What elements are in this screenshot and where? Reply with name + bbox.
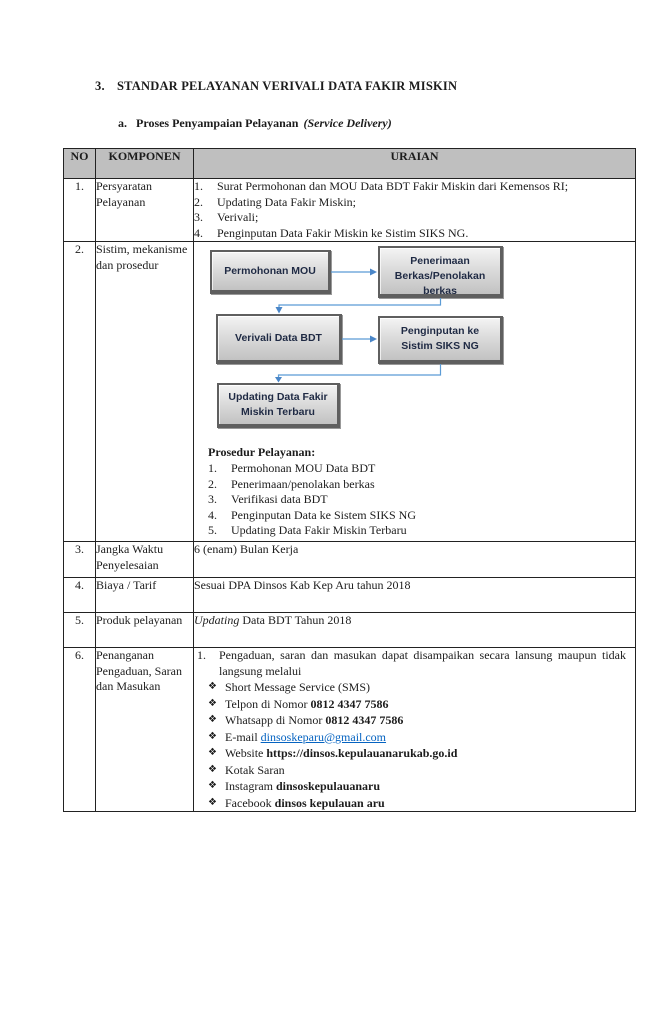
list-item bbox=[208, 508, 635, 524]
page-title bbox=[95, 79, 457, 94]
channel-text: E-mail bbox=[225, 729, 261, 744]
item-number: 2. bbox=[194, 194, 203, 209]
table-row-pengaduan bbox=[64, 648, 636, 812]
item-text: Surat Permohonan dan MOU Data BDT Fakir Miskin dari Kemensos RI; bbox=[217, 179, 569, 193]
diamond-bullet-icon: ❖ bbox=[208, 730, 217, 742]
table-row-mekanisme bbox=[64, 242, 636, 542]
list-item bbox=[194, 210, 635, 226]
item-text: Verifikasi data BDT bbox=[231, 492, 328, 506]
channel-text: Kotak Saran bbox=[225, 762, 285, 777]
row1-komponen: Persyaratan Pelayanan bbox=[96, 179, 194, 242]
instagram-handle: dinsoskepulauanaru bbox=[275, 779, 381, 793]
arrow-elbow-icon bbox=[279, 364, 441, 377]
item-number: 1. bbox=[194, 179, 203, 193]
row3-komponen: Jangka Waktu Penyelesaian bbox=[96, 542, 194, 578]
list-item bbox=[194, 195, 635, 211]
diamond-bullet-icon: ❖ bbox=[208, 796, 217, 808]
item-text: Permohonan MOU Data BDT bbox=[231, 461, 376, 475]
flow-box-label: Penerimaan bbox=[410, 255, 470, 267]
channel-instagram bbox=[194, 778, 628, 795]
channel-text: Website bbox=[225, 746, 267, 760]
procedure-flowchart bbox=[208, 246, 653, 434]
produk-rest: Data BDT Tahun 2018 bbox=[239, 613, 352, 627]
header-uraian: URAIAN bbox=[194, 149, 636, 179]
item-number: 4. bbox=[208, 507, 217, 522]
phone-number: 0812 4347 7586 bbox=[325, 713, 404, 727]
arrowhead-icon bbox=[276, 307, 283, 314]
diamond-bullet-icon: ❖ bbox=[208, 714, 217, 725]
facebook-handle: dinsos kepulauan aru bbox=[274, 795, 385, 810]
list-item bbox=[208, 492, 635, 508]
flow-box-verivali-data bbox=[216, 314, 342, 364]
row1-no: 1. bbox=[64, 179, 96, 242]
flow-box-penerimaan-berkas bbox=[378, 246, 503, 298]
item-text: Penginputan Data Fakir Miskin ke Sistim SIKS NG. bbox=[217, 225, 469, 240]
table-row-produk bbox=[64, 613, 636, 648]
item-text: Penerimaan/penolakan berkas bbox=[231, 476, 375, 491]
flow-box-penginputan-siks bbox=[378, 316, 503, 364]
list-item bbox=[194, 226, 635, 242]
channel-kotak-saran bbox=[194, 762, 628, 779]
row2-komponen: Sistim, mekanisme dan prosedur bbox=[96, 242, 194, 542]
channel-text: Facebook bbox=[225, 795, 275, 810]
channel-sms bbox=[194, 679, 628, 696]
flow-box-updating-data bbox=[217, 383, 340, 428]
prosedur-heading: Prosedur Pelayanan: bbox=[208, 445, 316, 459]
item-text: Penginputan Data ke Sistem SIKS NG bbox=[231, 507, 416, 522]
item-number: 2. bbox=[208, 476, 217, 491]
item-text: Verivali; bbox=[217, 210, 259, 224]
flow-box-label: Berkas/Penolakan bbox=[394, 270, 486, 282]
pengaduan-intro bbox=[194, 648, 628, 679]
item-number: 1. bbox=[197, 648, 206, 662]
header-no: NO bbox=[64, 149, 96, 179]
item-text: Updating Data Fakir Miskin; bbox=[217, 194, 356, 209]
row5-komponen: Produk pelayanan bbox=[96, 613, 194, 648]
title-text: STANDAR PELAYANAN VERIVALI DATA FAKIR MISKIN bbox=[117, 79, 458, 93]
service-standard-table bbox=[63, 148, 636, 812]
flow-box-label: Miskin Terbaru bbox=[241, 405, 315, 418]
diamond-bullet-icon: ❖ bbox=[208, 763, 217, 775]
list-item bbox=[208, 461, 635, 477]
item-number: 4. bbox=[194, 225, 203, 240]
subtitle-text: Proses Penyampaian Pelayanan bbox=[136, 116, 299, 130]
header-komponen: KOMPONEN bbox=[96, 149, 194, 179]
flow-box-label: Permohonan MOU bbox=[224, 264, 316, 277]
channel-whatsapp bbox=[194, 712, 628, 729]
arrow-elbow-icon bbox=[279, 298, 441, 307]
item-text: Updating Data Fakir Miskin Terbaru bbox=[231, 523, 407, 537]
subtitle-letter: a. bbox=[118, 116, 127, 130]
table-row-biaya-tarif bbox=[64, 578, 636, 613]
item-number: 3. bbox=[194, 210, 203, 224]
page-subtitle bbox=[118, 116, 392, 131]
title-number: 3. bbox=[95, 79, 105, 93]
row6-komponen: Penanganan Pengaduan, Saran dan Masukan bbox=[96, 648, 194, 812]
row4-komponen: Biaya / Tarif bbox=[96, 578, 194, 613]
item-number: 3. bbox=[208, 492, 217, 506]
diamond-bullet-icon: ❖ bbox=[208, 697, 217, 709]
list-item bbox=[208, 477, 635, 493]
row6-no: 6. bbox=[64, 648, 96, 812]
item-text: Pengaduan, saran dan masukan dapat disampaikan secara lansung maupun tidak langsung melalui bbox=[219, 648, 626, 678]
prosedur-list bbox=[208, 461, 635, 539]
flow-box-label: Penginputan ke bbox=[400, 325, 480, 337]
channel-text: Instagram bbox=[225, 779, 276, 793]
subtitle-italic: (Service Delivery) bbox=[303, 116, 392, 130]
row1-uraian bbox=[194, 179, 636, 242]
list-item bbox=[194, 179, 635, 195]
flow-box-label: Updating Data Fakir bbox=[228, 390, 328, 403]
row6-uraian bbox=[194, 648, 636, 812]
channel-email bbox=[194, 729, 628, 746]
flow-box-permohonan-mou bbox=[210, 250, 331, 294]
row4-uraian: Sesuai DPA Dinsos Kab Kep Aru tahun 2018 bbox=[194, 578, 636, 613]
arrowhead-icon bbox=[370, 269, 377, 276]
flow-box-label: Verivali Data BDT bbox=[235, 331, 322, 344]
website-url: https://dinsos.kepulauanarukab.go.id bbox=[266, 746, 458, 760]
table-row-jangka-waktu bbox=[64, 542, 636, 578]
item-number: 1. bbox=[208, 461, 217, 475]
arrowhead-icon bbox=[370, 336, 377, 343]
row5-uraian bbox=[194, 613, 636, 648]
channel-telpon bbox=[194, 696, 628, 713]
produk-italic: Updating bbox=[194, 613, 240, 627]
arrowhead-icon bbox=[275, 377, 282, 383]
channel-website bbox=[194, 745, 628, 762]
diamond-bullet-icon: ❖ bbox=[208, 780, 217, 791]
row2-no: 2. bbox=[64, 242, 96, 542]
flow-box-label-clipped: berkas bbox=[423, 285, 457, 297]
flow-box-label: Sistim SIKS NG bbox=[401, 340, 479, 352]
row3-no: 3. bbox=[64, 542, 96, 578]
diamond-bullet-icon: ❖ bbox=[208, 747, 217, 758]
channel-text: Telpon di Nomor bbox=[225, 696, 311, 711]
channel-facebook bbox=[194, 795, 628, 812]
row3-uraian: 6 (enam) Bulan Kerja bbox=[194, 542, 636, 578]
item-number: 5. bbox=[208, 523, 217, 537]
email-link[interactable]: dinsoskeparu@gmail.com bbox=[260, 729, 387, 744]
row5-no: 5. bbox=[64, 613, 96, 648]
table-row-persyaratan bbox=[64, 179, 636, 242]
header-row bbox=[64, 149, 636, 179]
phone-number: 0812 4347 7586 bbox=[310, 696, 389, 711]
row4-no: 4. bbox=[64, 578, 96, 613]
channel-text: Short Message Service (SMS) bbox=[225, 680, 370, 694]
row2-uraian bbox=[194, 242, 636, 542]
channel-text: Whatsapp di Nomor bbox=[225, 713, 326, 727]
list-item bbox=[208, 523, 635, 539]
diamond-bullet-icon: ❖ bbox=[208, 681, 217, 692]
